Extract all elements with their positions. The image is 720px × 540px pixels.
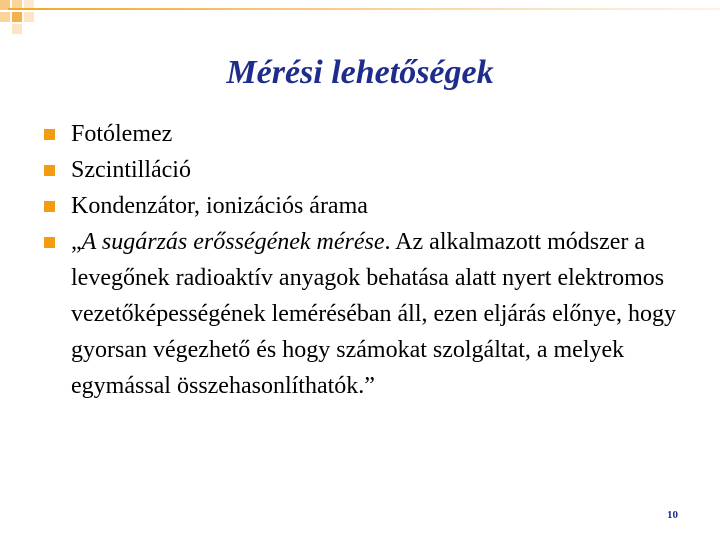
quote-open: „ <box>71 229 82 255</box>
deco-square-3 <box>0 12 10 22</box>
quote-body-text: . Az alkalmazott módszer a levegőnek radioaktív anyagok behatása alatt nyert elektromos vezetőképességének leméréséban áll, ezen eljárás előnye, hogy gyorsan végezhető és hogy számokat szolgáltat, a melyek egymással összehasonlíthatók.” <box>71 229 677 399</box>
top-rule <box>8 8 720 10</box>
bullet-list <box>43 116 693 404</box>
deco-square-6 <box>12 24 22 34</box>
orange-square-icon <box>44 201 55 212</box>
list-item <box>43 224 693 404</box>
corner-squares-decoration <box>0 0 40 44</box>
bullet-text: Kondenzátor, ionizációs árama <box>71 193 368 219</box>
page-number: 10 <box>667 509 678 521</box>
list-item <box>43 152 693 188</box>
orange-square-icon <box>44 237 55 248</box>
orange-square-icon <box>44 165 55 176</box>
quote-italic-text: A sugárzás erősségének mérése <box>81 229 385 255</box>
list-item <box>43 188 693 224</box>
bullet-text: Szcintilláció <box>71 157 191 183</box>
deco-square-5 <box>24 12 34 22</box>
bullet-text: Fotólemez <box>71 121 173 147</box>
list-item <box>43 116 693 152</box>
deco-square-4 <box>12 12 22 22</box>
page-title: Mérési lehetőségek <box>226 54 494 91</box>
orange-square-icon <box>44 129 55 140</box>
